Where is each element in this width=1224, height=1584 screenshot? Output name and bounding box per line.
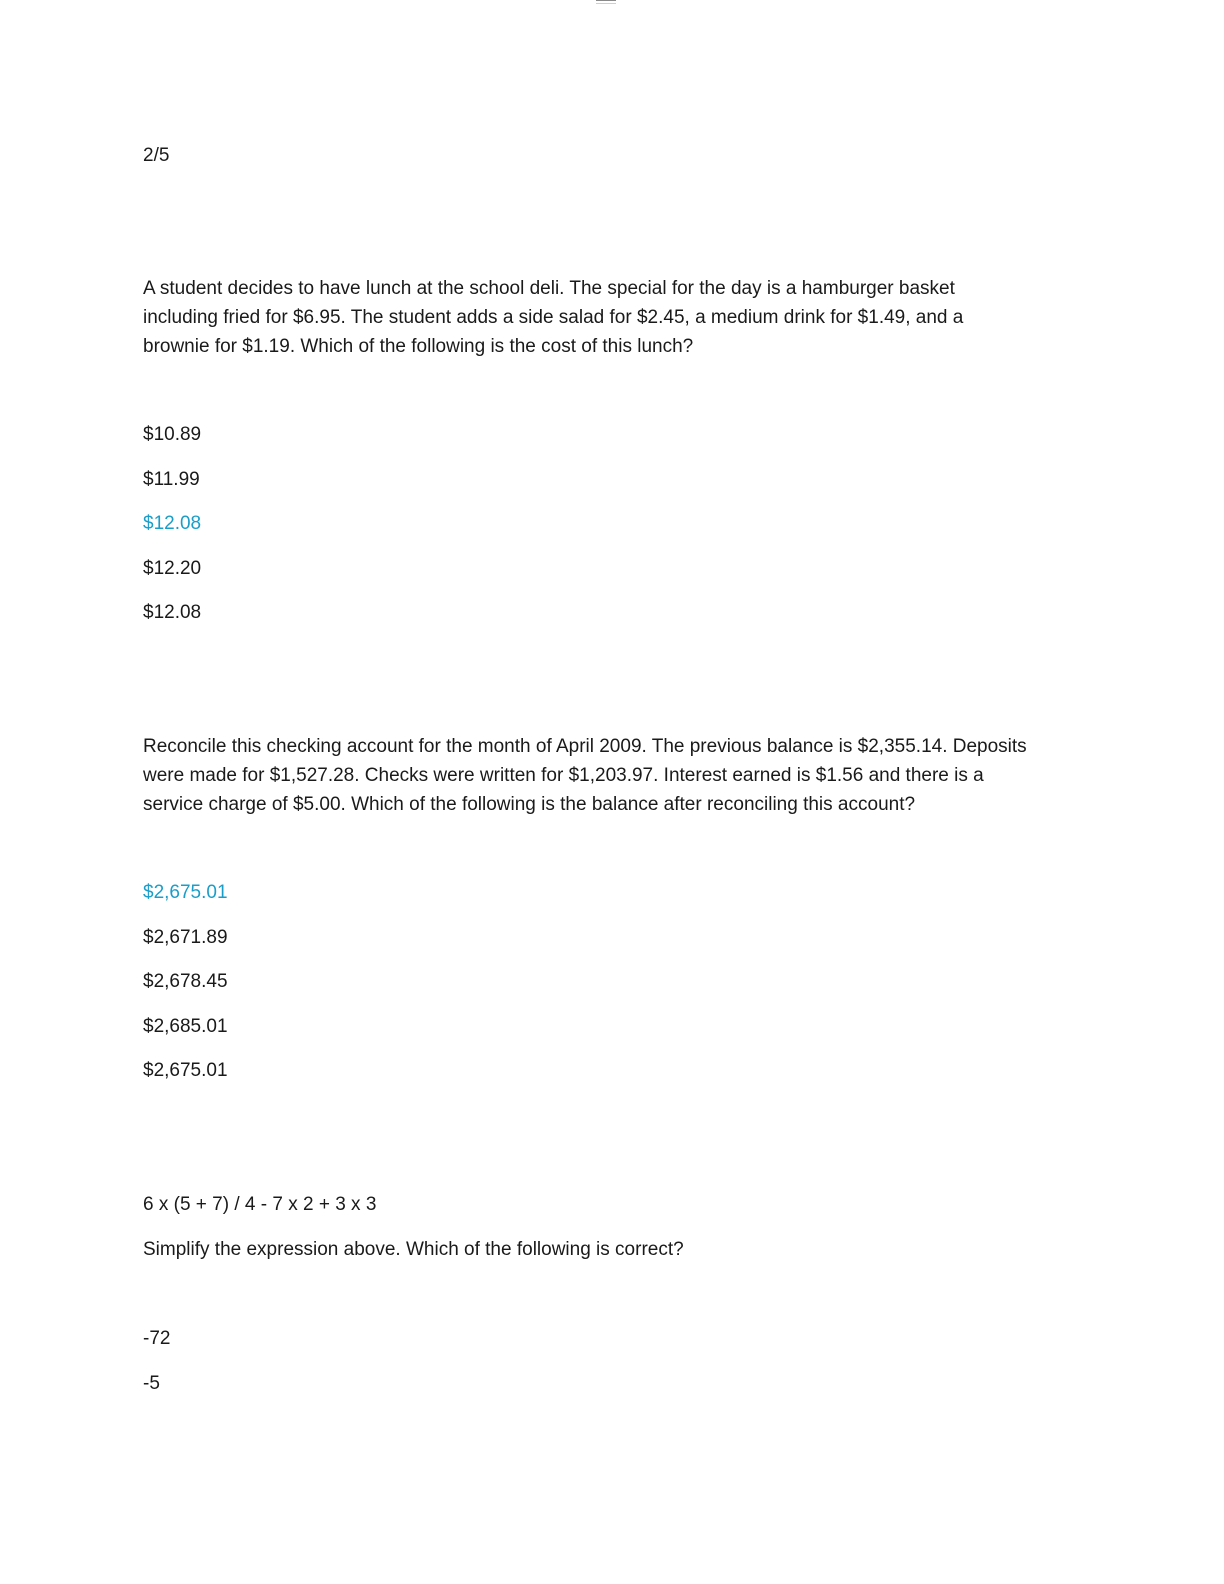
question-2-prompt-line: were made for $1,527.28. Checks were written for $1,203.97. Interest earned is $1.56 and there is a bbox=[143, 765, 984, 786]
question-3-option: -72 bbox=[143, 1328, 171, 1349]
question-3-prompt: Simplify the expression above. Which of the following is correct? bbox=[143, 1239, 684, 1260]
question-1-prompt-line: including fried for $6.95. The student adds a side salad for $2.45, a medium drink for $1.49, and a bbox=[143, 307, 964, 328]
question-3-expression: 6 x (5 + 7) / 4 - 7 x 2 + 3 x 3 bbox=[143, 1194, 377, 1215]
question-1-option-correct: $12.08 bbox=[143, 513, 202, 534]
question-2-option: $2,671.89 bbox=[143, 927, 228, 948]
question-1-option: $10.89 bbox=[143, 424, 202, 445]
question-1-option: $12.08 bbox=[143, 602, 202, 623]
question-2-option-correct: $2,675.01 bbox=[143, 882, 228, 903]
question-2-option: $2,685.01 bbox=[143, 1016, 228, 1037]
question-2-option: $2,675.01 bbox=[143, 1060, 228, 1081]
question-1-prompt bbox=[143, 274, 1083, 361]
question-1-option: $11.99 bbox=[143, 469, 200, 490]
question-2-option: $2,678.45 bbox=[143, 971, 228, 992]
question-2-prompt-line: service charge of $5.00. Which of the following is the balance after reconciling this account? bbox=[143, 794, 916, 815]
question-1-option: $12.20 bbox=[143, 558, 202, 579]
top-edge-mark bbox=[596, 0, 616, 4]
question-1-prompt-line: A student decides to have lunch at the school deli. The special for the day is a hamburger basket bbox=[143, 278, 955, 299]
question-2-prompt-line: Reconcile this checking account for the month of April 2009. The previous balance is $2,355.14. Deposits bbox=[143, 736, 1027, 757]
question-2-prompt bbox=[143, 732, 1083, 819]
page-number: 2/5 bbox=[143, 145, 170, 166]
question-1-prompt-line: brownie for $1.19. Which of the following is the cost of this lunch? bbox=[143, 336, 694, 357]
question-3-option: -5 bbox=[143, 1373, 160, 1394]
